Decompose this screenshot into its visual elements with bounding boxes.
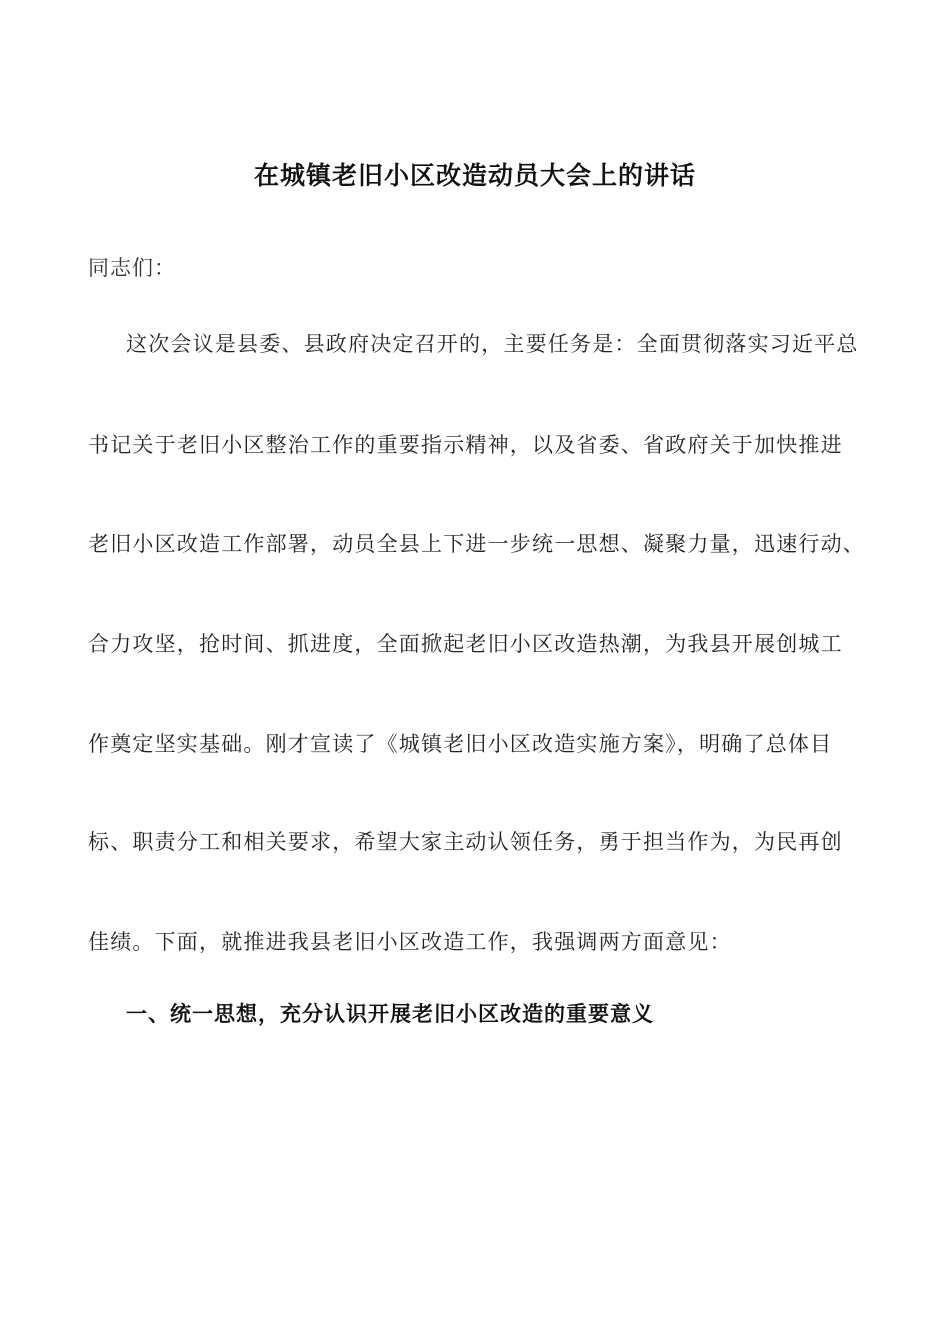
document-title: 在城镇老旧小区改造动员大会上的讲话 (253, 161, 696, 190)
paragraph-line: 作奠定坚实基础。刚才宣读了《城镇老旧小区改造实施方案》，明确了总体目 (88, 732, 833, 756)
salutation: 同志们： (88, 256, 176, 280)
paragraph-line: 合力攻坚，抢时间、抓进度，全面掀起老旧小区改造热潮，为我县开展创城工 (88, 632, 843, 656)
paragraph-line: 这次会议是县委、县政府决定召开的，主要任务是：全面贯彻落实习近平总 (126, 332, 859, 356)
paragraph-line: 老旧小区改造工作部署，动员全县上下进一步统一思想、凝聚力量，迅速行动、 (88, 532, 865, 556)
section-heading: 一、统一思想，充分认识开展老旧小区改造的重要意义 (126, 1001, 654, 1026)
paragraph-line: 佳绩。下面，就推进我县老旧小区改造工作，我强调两方面意见： (88, 930, 732, 954)
paragraph-line: 书记关于老旧小区整治工作的重要指示精神，以及省委、省政府关于加快推进 (88, 433, 843, 457)
paragraph-line: 标、职责分工和相关要求，希望大家主动认领任务，勇于担当作为，为民再创 (88, 830, 843, 854)
